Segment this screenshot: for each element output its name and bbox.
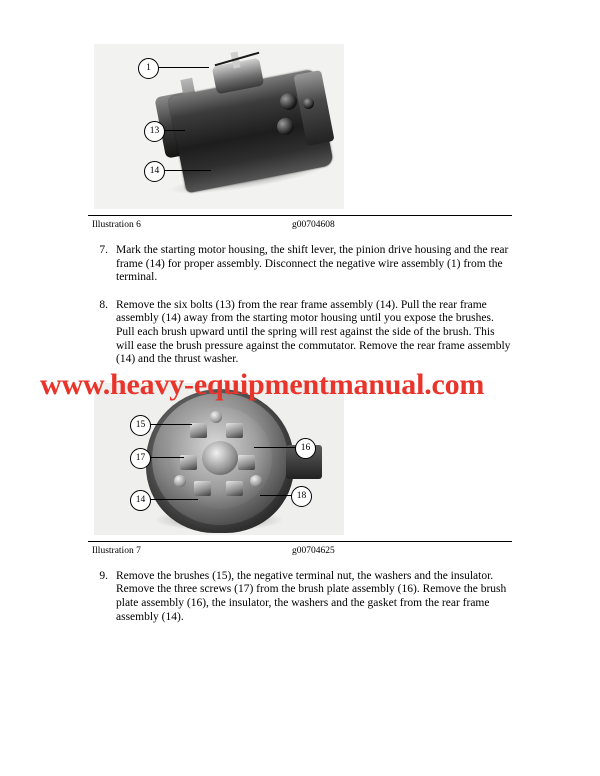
step-9: [88, 570, 512, 624]
callout-18: 18: [291, 486, 312, 507]
brush: [190, 423, 207, 438]
step-number: 8.: [99, 298, 108, 311]
step-8: [88, 299, 512, 367]
callout-16: 16: [295, 438, 316, 459]
leader-line: [163, 170, 211, 171]
callout-14: 14: [144, 161, 165, 182]
leader-line: [148, 499, 198, 500]
callout-15: 15: [130, 415, 151, 436]
bolt-hole: [303, 98, 314, 109]
screw: [210, 411, 222, 423]
photo-starting-motor: [94, 44, 344, 209]
brush: [226, 481, 243, 496]
figure-illustration-7: [88, 383, 512, 556]
brush: [238, 455, 255, 470]
callout-1: 1: [138, 58, 159, 79]
brush: [194, 481, 211, 496]
commutator-hub: [202, 441, 238, 475]
callout-13: 13: [144, 121, 165, 142]
screw: [174, 475, 186, 487]
figure-image-brush-plate: [94, 383, 344, 535]
brush: [226, 423, 243, 438]
leader-line: [148, 457, 184, 458]
callout-14: 14: [130, 490, 151, 511]
leader-line: [254, 447, 296, 448]
callout-17: 17: [130, 448, 151, 469]
leader-line: [148, 424, 192, 425]
step-text: Remove the six bolts (13) from the rear frame assembly (14). Pull the rear frame assembly (14) away from the starting motor housing until you expose the brushes. Pull each brush upward until the spring will rest against the side of the brush. This will ease the brush pressure against the commutator. Remove the rear frame assembly (14) and the thrust washer.: [116, 298, 511, 366]
illustration-graphic-id: g00704608: [292, 220, 335, 230]
document-content: [88, 44, 512, 624]
leader-line: [163, 130, 185, 131]
step-7: [88, 244, 512, 285]
photo-brush-plate: [94, 383, 344, 535]
illustration-label: Illustration 7: [92, 545, 141, 556]
step-number: 9.: [99, 569, 108, 582]
caption-divider: [88, 215, 512, 216]
figure-illustration-6: [88, 44, 512, 230]
step-number: 7.: [99, 244, 108, 256]
step-text: Remove the brushes (15), the negative terminal nut, the washers and the insulator. Remove the three screws (17) from the brush plate assembly (16). Remove the brush plate assembly (16), the insulator, the washers and the gasket from the rear frame assembly (14).: [116, 569, 507, 623]
leader-line: [260, 495, 292, 496]
caption-divider: [88, 541, 512, 542]
illustration-label: Illustration 6: [92, 220, 141, 230]
figure-caption-6: [88, 220, 512, 230]
leader-line: [157, 67, 209, 68]
figure-caption-7: [88, 546, 512, 556]
watermark-text: www.heavy-equipmentmanual.com: [40, 368, 485, 401]
screw: [250, 475, 262, 487]
step-text: Mark the starting motor housing, the shift lever, the pinion drive housing and the rear frame (14) for proper assembly. Disconnect the negative wire assembly (1) from the terminal.: [116, 244, 509, 284]
figure-image-starting-motor: [94, 44, 344, 209]
illustration-graphic-id: g00704625: [292, 545, 335, 556]
